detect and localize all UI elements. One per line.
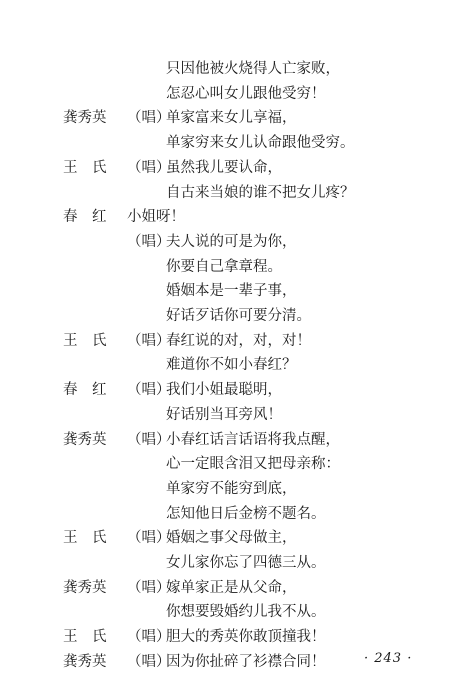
speaker-name: 王 氏	[63, 629, 107, 645]
speaker-name: 王 氏	[63, 160, 107, 176]
stage-direction: （唱）	[127, 530, 171, 546]
stage-direction: （唱）	[127, 160, 171, 176]
script-line	[0, 256, 449, 278]
script-line	[0, 330, 449, 352]
script-line	[0, 83, 449, 105]
dialogue-text: 好话歹话你可要分清。	[166, 308, 311, 324]
stage-direction: （唱）	[127, 432, 171, 448]
dialogue-text: 嫁单家正是从父命，	[166, 580, 297, 596]
dialogue-text: 你要自己拿章程。	[166, 259, 282, 275]
script-line	[0, 206, 449, 228]
dialogue-text: 胆大的秀英你敢顶撞我！	[166, 629, 326, 645]
dialogue-text: 你想要毁婚约儿我不从。	[166, 604, 326, 620]
dialogue-text: 单家穷不能穷到底，	[166, 481, 297, 497]
stage-direction: （唱）	[127, 382, 171, 398]
script-line	[0, 626, 449, 648]
script-line	[0, 280, 449, 302]
script-line	[0, 157, 449, 179]
script-line	[0, 429, 449, 451]
dialogue-text: 我们小姐最聪明，	[166, 382, 282, 398]
dialogue-text: 难道你不如小春红？	[166, 357, 297, 373]
dialogue-text: 只因他被火烧得人亡家败，	[166, 61, 340, 77]
dialogue-text: 夫人说的可是为你，	[166, 234, 297, 250]
stage-direction: （唱）	[127, 629, 171, 645]
speaker-name: 龚秀英	[63, 432, 107, 448]
stage-direction: （唱）	[127, 654, 171, 670]
dialogue-text: 春红说的对，对，对！	[166, 333, 311, 349]
script-line	[0, 404, 449, 426]
speaker-name: 龚秀英	[63, 580, 107, 596]
dialogue-text: 虽然我儿要认命，	[166, 160, 282, 176]
speaker-name: 王 氏	[63, 333, 107, 349]
script-line	[0, 601, 449, 623]
script-line	[0, 58, 449, 80]
script-line	[0, 503, 449, 525]
script-line	[0, 107, 449, 129]
script-line	[0, 577, 449, 599]
speaker-name: 春 红	[63, 209, 107, 225]
dialogue-text: 好话别当耳旁风！	[166, 407, 282, 423]
script-line	[0, 379, 449, 401]
dialogue-text: 婚姻本是一辈子事，	[166, 283, 297, 299]
script-line	[0, 231, 449, 253]
speaker-name: 王 氏	[63, 530, 107, 546]
speaker-name: 龚秀英	[63, 110, 107, 126]
script-line	[0, 552, 449, 574]
dialogue-text: 小春红话言话语将我点醒，	[166, 432, 340, 448]
script-line	[0, 182, 449, 204]
dialogue-text: 怎知他日后金榜不题名。	[166, 506, 326, 522]
dialogue-text: 怎忍心叫女儿跟他受穷！	[166, 86, 326, 102]
speaker-name: 春 红	[63, 382, 107, 398]
stage-direction: （唱）	[127, 333, 171, 349]
dialogue-text: 单家富来女儿享福，	[166, 110, 297, 126]
dialogue-text: 婚姻之事父母做主，	[166, 530, 297, 546]
dialogue-text: 女儿家你忘了四德三从。	[166, 555, 326, 571]
dialogue-text: 因为你扯碎了衫襟合同！	[166, 654, 326, 670]
stage-direction: （唱）	[127, 234, 171, 250]
script-line	[0, 527, 449, 549]
stage-direction: （唱）	[127, 580, 171, 596]
dialogue-text: 自古来当娘的谁不把女儿疼？	[166, 185, 355, 201]
script-line	[0, 305, 449, 327]
script-line	[0, 354, 449, 376]
dialogue-text: 小姐呀！	[127, 209, 185, 225]
dialogue-text: 单家穷来女儿认命跟他受穷。	[166, 135, 355, 151]
script-line	[0, 132, 449, 154]
page-number: · 243 ·	[364, 651, 413, 666]
speaker-name: 龚秀英	[63, 654, 107, 670]
dialogue-text: 心一定眼含泪又把母亲称：	[166, 456, 340, 472]
stage-direction: （唱）	[127, 110, 171, 126]
script-line	[0, 453, 449, 475]
script-line	[0, 478, 449, 500]
